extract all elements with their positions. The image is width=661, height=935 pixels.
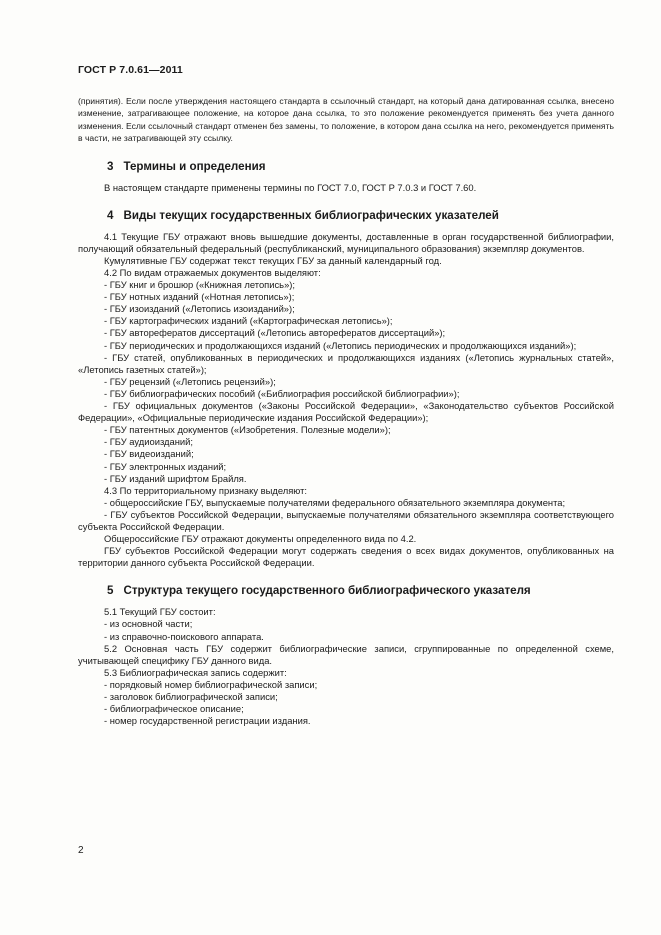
section-4-list-item: - ГБУ изоизданий («Летопись изоизданий»); [104,303,295,315]
section-5-number: 5 [107,584,114,598]
section-4-list-item: - ГБУ электронных изданий; [104,460,227,472]
section-4-list-item: - ГБУ нотных изданий («Нотная летопись»); [104,291,295,303]
section-4-list-item: - ГБУ книг и брошюр («Книжная летопись»); [104,279,296,291]
intro-paragraph: (принятия). Если после утверждения настоящего стандарта в ссылочный стандарт, на который дана датированная ссылка, внесено изменение, затрагивающее положение, на которое дана ссылка, то это положение рекомендуется применять без учета данного изменения. Если ссылочный стандарт отменен без замены, то положение, в котором дана ссылка на него, рекомендуется применять в части, не затрагивающей эту ссылку. [78,96,614,144]
section-4-paragraph: 4.3 По территориальному признаку выделяют: [104,484,307,496]
section-5-list-item: - библиографическое описание; [104,703,244,715]
section-4-paragraph: Кумулятивные ГБУ содержат текст текущих ГБУ за данный календарный год. [104,254,442,266]
section-5-list-item: - из справочно-поискового аппарата. [104,630,264,642]
page-number: 2 [78,845,84,856]
section-4-list-item: - ГБУ авторефератов диссертаций («Летопись авторефератов диссертаций»); [104,327,446,339]
section-4-list-item: - ГБУ субъектов Российской Федерации, выпускаемые получателями обязательного экземпляра соответствующего субъекта Российской Федерации. [78,508,614,532]
section-4-list-item: - ГБУ библиографических пособий («Библиография российской библиографии»); [104,387,460,399]
section-5-list-item: - номер государственной регистрации издания. [104,715,311,727]
document-body [78,95,614,727]
section-4-list-item: - ГБУ аудиоизданий; [104,436,193,448]
section-4-list-item: - ГБУ видеоизданий; [104,448,194,460]
section-5-list-item: - из основной части; [104,618,193,630]
section-5-paragraph: 5.3 Библиографическая запись содержит: [104,666,287,678]
section-4-paragraph: 4.1 Текущие ГБУ отражают вновь вышедшие документы, доставленные в орган государственной библиографии, получающий обязательный федеральный (республиканский, муниципального образования) экземпляр документов. [78,230,614,254]
section-4-list-item: - ГБУ официальных документов («Законы Российской Федерации», «Законодательство субъектов Российской Федерации», «Официальные периодические издания Российской Федерации»); [78,400,614,424]
section-5-paragraph: 5.2 Основная часть ГБУ содержит библиографические записи, сгруппированные по определенной схеме, учитывающей специфику ГБУ данного вида. [78,642,614,666]
section-3-title: Термины и определения [123,159,266,173]
section-4-list-item: - ГБУ картографических изданий («Картографическая летопись»); [104,315,393,327]
section-4-paragraph: ГБУ субъектов Российской Федерации могут содержать сведения о всех видах документов, опубликованных на территории данного субъекта Российской Федерации. [78,545,614,569]
section-3-number: 3 [107,159,114,173]
document-header-code: ГОСТ Р 7.0.61—2011 [78,64,183,76]
section-5-title: Структура текущего государственного библиографического указателя [123,584,531,598]
section-4-paragraph: 4.2 По видам отражаемых документов выделяют: [104,267,321,278]
section-3-paragraph: В настоящем стандарте применены термины по ГОСТ 7.0, ГОСТ Р 7.0.3 и ГОСТ 7.60. [104,181,477,193]
section-4-number: 4 [107,208,114,222]
section-5-list-item: - заголовок библиографической записи; [104,691,278,702]
section-4-list-item: - ГБУ рецензий («Летопись рецензий»); [104,375,276,387]
section-4-list-item: - ГБУ периодических и продолжающихся изданий («Летопись периодических и продолжающихся изданий»); [104,339,577,351]
section-5-list-item: - порядковый номер библиографической записи; [104,678,318,690]
section-5-paragraph: 5.1 Текущий ГБУ состоит: [104,606,216,618]
section-4-title: Виды текущих государственных библиографических указателей [123,208,499,222]
section-5-heading [78,584,614,598]
section-4-list-item: - общероссийские ГБУ, выпускаемые получателями федерального обязательного экземпляра документа; [104,496,566,508]
section-4-list-item: - ГБУ патентных документов («Изобретения. Полезные модели»); [104,424,391,436]
section-4-heading [78,209,614,223]
section-4-list-item: - ГБУ изданий шрифтом Брайля. [104,472,247,484]
section-3-heading [78,160,614,174]
section-4-list-item: - ГБУ статей, опубликованных в периодических и продолжающихся изданиях («Летопись журнальных статей», «Летопись газетных статей»); [78,351,614,375]
section-4-paragraph: Общероссийские ГБУ отражают документы определенного вида по 4.2. [104,533,417,545]
